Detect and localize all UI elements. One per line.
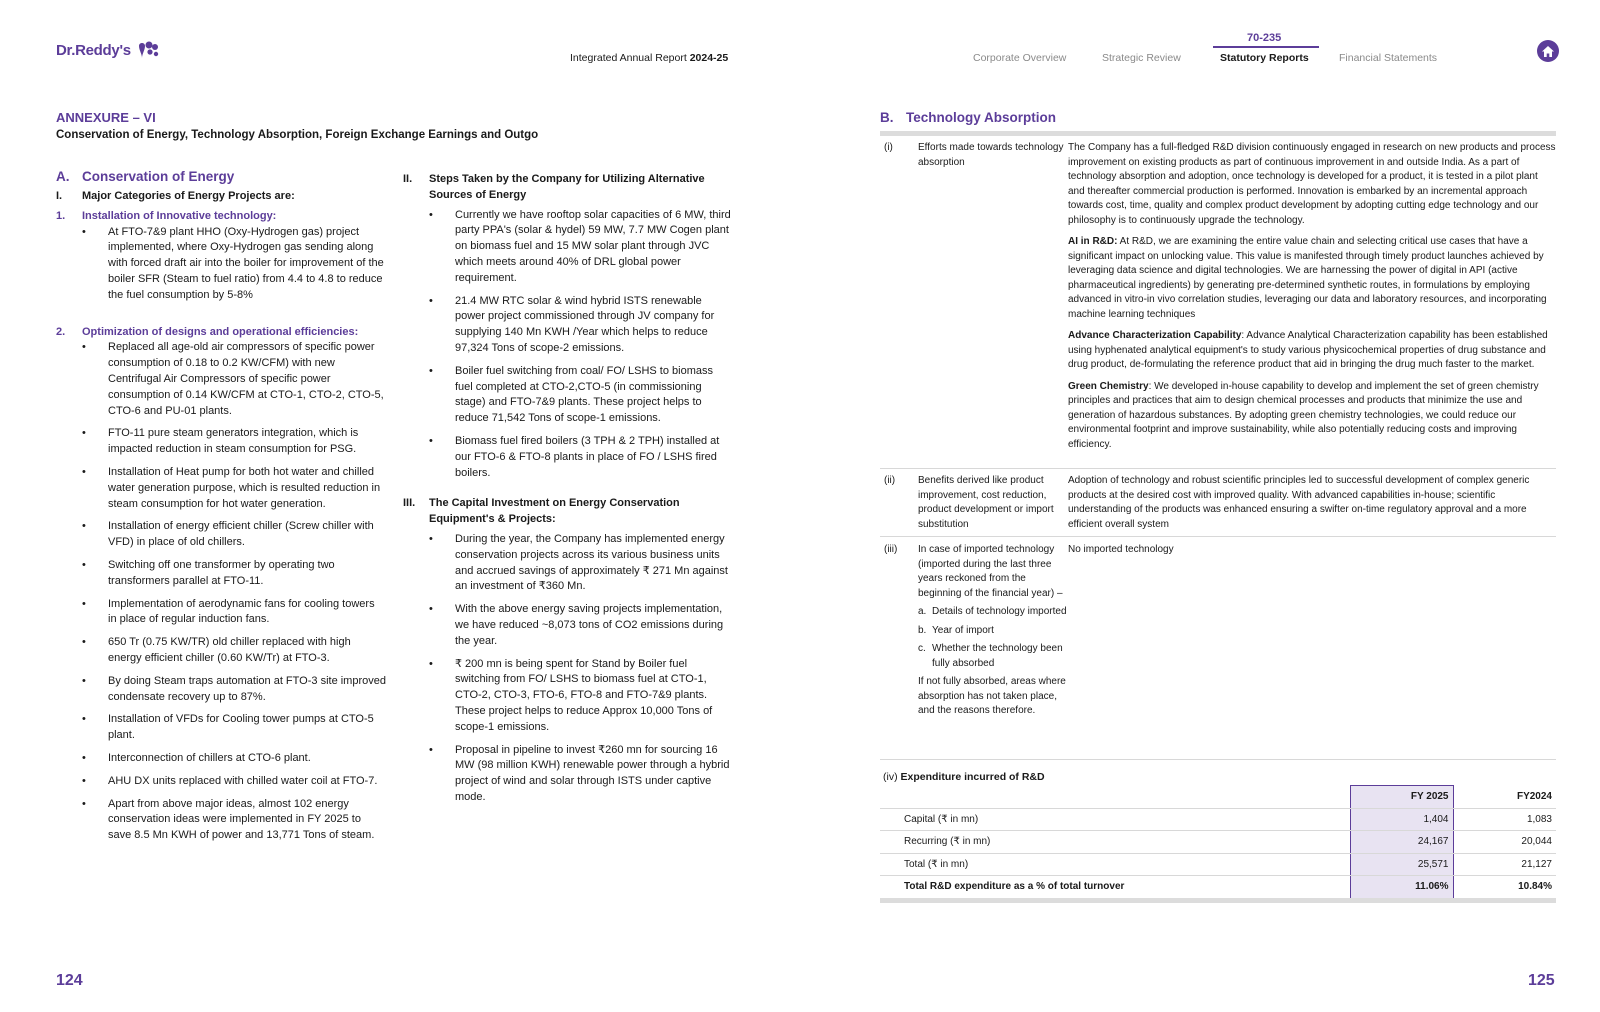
list-item: • At FTO-7&9 plant HHO (Oxy-Hydrogen gas) project implemented, where Oxy-Hydrogen gas sending along with forced draft air into the boiler for improvement of the boiler SFR (Steam to fuel ratio) from 4.4 to 4.8 to reduce the fuel consumption by 5-8% <box>108 225 386 304</box>
list-item: • Biomass fuel fired boilers (3 TPH & 2 TPH) installed at our FTO-6 & FTO-8 plants in place of FO / LSHS fired boilers. <box>455 434 733 481</box>
table-row: Total (₹ in mn) 25,571 21,127 <box>880 853 1556 876</box>
row-text: No imported technology <box>1068 544 1174 555</box>
table-row <box>880 543 1556 760</box>
alternative-energy-list <box>403 208 733 482</box>
alternative-energy-heading: II. Steps Taken by the Company for Utilizing Alternative Sources of Energy <box>403 173 705 201</box>
expenditure-heading: (iv) Expenditure incurred of R&D <box>883 771 1045 783</box>
annexure-title: ANNEXURE – VI <box>56 110 156 125</box>
nav-strategic-review[interactable]: Strategic Review <box>1102 52 1181 64</box>
table-header-row <box>880 786 1556 809</box>
capital-investment-list <box>403 532 733 806</box>
report-title: Integrated Annual Report 2024-25 <box>570 52 729 64</box>
table-bottom-rule <box>880 898 1556 903</box>
page-number-left: 124 <box>56 972 83 989</box>
section-b-heading: B. Technology Absorption <box>880 110 1056 125</box>
column-header-fy2025: FY 2025 <box>1350 786 1453 809</box>
table-top-rule <box>880 131 1556 136</box>
list-item: • Interconnection of chillers at CTO-6 plant. <box>108 751 386 767</box>
imported-technology-sublist <box>918 605 1068 671</box>
row-index: (i) <box>884 142 893 153</box>
rd-expenditure-table <box>880 785 1556 899</box>
row-index: (iii) <box>884 544 898 555</box>
category-2-list <box>56 340 386 844</box>
list-item: • Installation of Heat pump for both hot water and chilled water generation purpose, which is resulted reduction in steam consumption for hot water generation. <box>108 465 386 512</box>
table-row <box>880 141 1556 469</box>
active-nav-underline <box>1213 46 1319 48</box>
list-item: • FTO-11 pure steam generators integration, which is impacted reduction in steam consumption for PSG. <box>108 426 386 458</box>
report-year: 2024-25 <box>689 52 729 64</box>
list-item: • During the year, the Company has implemented energy conservation projects across its various business units and accrued savings of approximately ₹ 271 Mn against an investment of ₹360 Mn. <box>455 532 733 595</box>
row-label: Efforts made towards technology absorption <box>918 142 1064 168</box>
logo-mark-icon <box>135 40 161 60</box>
row-text: The Company has a full-fledged R&D division continuously engaged in research on new products and process improvement on existing products as part of continuous improvement in and outside India. As a part of technology absorption and adoption, once technology is developed for a product, it is tested in a pilot plant and thereafter commercial production is performed. Innovation is embarked by an incremental approach towards cost, time, quality and complex product development by adopting cutting edge technology and our philosophy is to continuously upgrade the technology. AI in R&D: At R&D, we are examining the entire value chain and selecting critical use cases that have a significant impact on unlocking value. This value is manifested through timely product launches achieved by leveraging data science and digital technologies. We are harnessing the power of digital in API (active pharmaceutical ingredients) by generating pre-determined synthetic routes, in formulations by employing advanced in vitro-in vivo correlation studies, leveraging our data and laboratory resources, and incorporating machine learning techniques Advance Characterization Capability: Advance Analytical Characterization capability has been established using hyphenated analytical equipment's to study various physicochemical properties of drug substance and drug product, de-formulating the reference product that aid in bringing the drug much faster to the market. Green Chemistry: We developed in-house capability to develop and implement the set of green chemistry principles and practices that aim to design chemical processes and products that minimize the use and generation of hazardous substances. By adopting green chemistry technologies, we could reduce our environmental footprint and improve sustainability, while also potentially reducing costs and improving efficiency. <box>1068 142 1556 450</box>
list-item: • Proposal in pipeline to invest ₹260 mn for sourcing 16 MW (98 million KWH) renewable power through a hybrid project of wind and solar through ISTS under captive mode. <box>455 743 733 806</box>
list-item: • ₹ 200 mn is being spent for Stand by Boiler fuel switching from FO/ LSHS to biomass fuel at CTO-1, CTO-2, CTO-3, FTO-6, FTO-8 and FTO-7&9 plants. These project helps to reduce Approx 10,000 Tons of scope-1 emissions. <box>455 657 733 736</box>
logo-text: Dr.Reddy's <box>56 41 131 59</box>
list-item: • AHU DX units replaced with chilled water coil at FTO-7. <box>108 774 386 790</box>
column-header-fy2024: FY2024 <box>1453 786 1556 809</box>
table-row: Recurring (₹ in mn) 24,167 20,044 <box>880 831 1556 854</box>
major-categories-heading: I. Major Categories of Energy Projects are: <box>56 190 295 202</box>
list-item: • 21.4 MW RTC solar & wind hybrid ISTS renewable power project commissioned through JV company for supplying 140 Mn KWH /Year which helps to reduce 97,324 Tons of scope-2 emissions. <box>455 294 733 357</box>
section-a-column-1 <box>56 189 386 851</box>
list-item: • Replaced all age-old air compressors of specific power consumption of 0.18 to 0.2 KW/CFM) with new Centrifugal Air Compressors of specific power consumption of 0.14 KW/CFM at CTO-1, CTO-2, CTO-5, CTO-6 and PU-01 plants. <box>108 340 386 419</box>
table-row <box>880 474 1556 537</box>
list-item: • With the above energy saving projects implementation, we have reduced ~8,073 tons of CO2 emissions during the year. <box>455 602 733 649</box>
list-item: • 650 Tr (0.75 KW/TR) old chiller replaced with high energy efficient chiller (0.60 KW/Tr) at FTO-3. <box>108 635 386 667</box>
nav-statutory-reports[interactable]: Statutory Reports <box>1220 52 1309 64</box>
home-icon <box>1541 45 1555 58</box>
list-item: • Apart from above major ideas, almost 102 energy conservation ideas were implemented in FY 2025 to save 8.5 Mn KWH of power and 13,771 Tons of steam. <box>108 797 386 844</box>
company-logo <box>56 40 161 60</box>
list-item: • Installation of energy efficient chiller (Screw chiller with VFD) in place of old chillers. <box>108 519 386 551</box>
row-label: In case of imported technology (imported during the last three years reckoned from the beginning of the financial year) – a. Details of technology imported b. Year of import c. Whether the technology been fully absorbed If not fully absorbed, areas where absorption has not taken place, and the reasons therefore. <box>918 544 1067 716</box>
section-a-column-2 <box>403 172 733 813</box>
nav-corporate-overview[interactable]: Corporate Overview <box>973 52 1067 64</box>
row-label: Benefits derived like product improvement, cost reduction, product development or import substitution <box>918 475 1054 530</box>
list-item: b. Year of import <box>918 624 994 636</box>
list-item: • By doing Steam traps automation at FTO-3 site improved condensate recovery up to 87%. <box>108 674 386 706</box>
table-total-row: Total R&D expenditure as a % of total turnover 11.06% 10.84% <box>880 876 1556 899</box>
category-1-heading: 1. Installation of Innovative technology: <box>56 209 277 222</box>
active-page-range: 70-235 <box>1247 32 1282 44</box>
list-item: • Switching off one transformer by operating two transformers parallel at FTO-11. <box>108 558 386 590</box>
annexure-subtitle: Conservation of Energy, Technology Absorption, Foreign Exchange Earnings and Outgo <box>56 129 539 141</box>
capital-investment-heading: III. The Capital Investment on Energy Conservation Equipment's & Projects: <box>403 497 680 526</box>
page-number-right: 125 <box>1528 972 1555 989</box>
list-item: • Boiler fuel switching from coal/ FO/ LSHS to biomass fuel completed at CTO-2,CTO-5 (in commissioning stage) and FTO-7&9 plants. These project helps to reduce 71,542 Tons of scope-1 emissions. <box>455 364 733 427</box>
section-a-heading: A. Conservation of Energy <box>56 169 235 184</box>
list-item: c. Whether the technology been fully absorbed <box>918 643 1063 669</box>
list-item: • Installation of VFDs for Cooling tower pumps at CTO-5 plant. <box>108 712 386 744</box>
row-index: (ii) <box>884 475 896 486</box>
list-item: • Currently we have rooftop solar capacities of 6 MW, third party PPA's (solar & hydel) 59 MW, 7.7 MW Cogen plant on biomass fuel and 15 MW solar plant through JVC which meets around 40% of DRL global power requirement. <box>455 208 733 287</box>
list-item: a. Details of technology imported <box>918 606 1067 617</box>
nav-financial-statements[interactable]: Financial Statements <box>1339 52 1438 64</box>
category-1-list <box>56 225 386 304</box>
list-item: • Implementation of aerodynamic fans for cooling towers in place of regular induction fans. <box>108 597 386 629</box>
category-2-heading: 2. Optimization of designs and operational efficiencies: <box>56 325 359 338</box>
row-text: Adoption of technology and robust scientific principles led to successful development of complex generic products at the desired cost with improved quality. With advanced capabilities in-house; scientific understanding of the products was enhanced ensuring a swifter on-time regulatory approval and a more efficient overall system <box>1068 475 1530 530</box>
home-button[interactable] <box>1537 40 1559 62</box>
table-row: Capital (₹ in mn) 1,404 1,083 <box>880 808 1556 831</box>
